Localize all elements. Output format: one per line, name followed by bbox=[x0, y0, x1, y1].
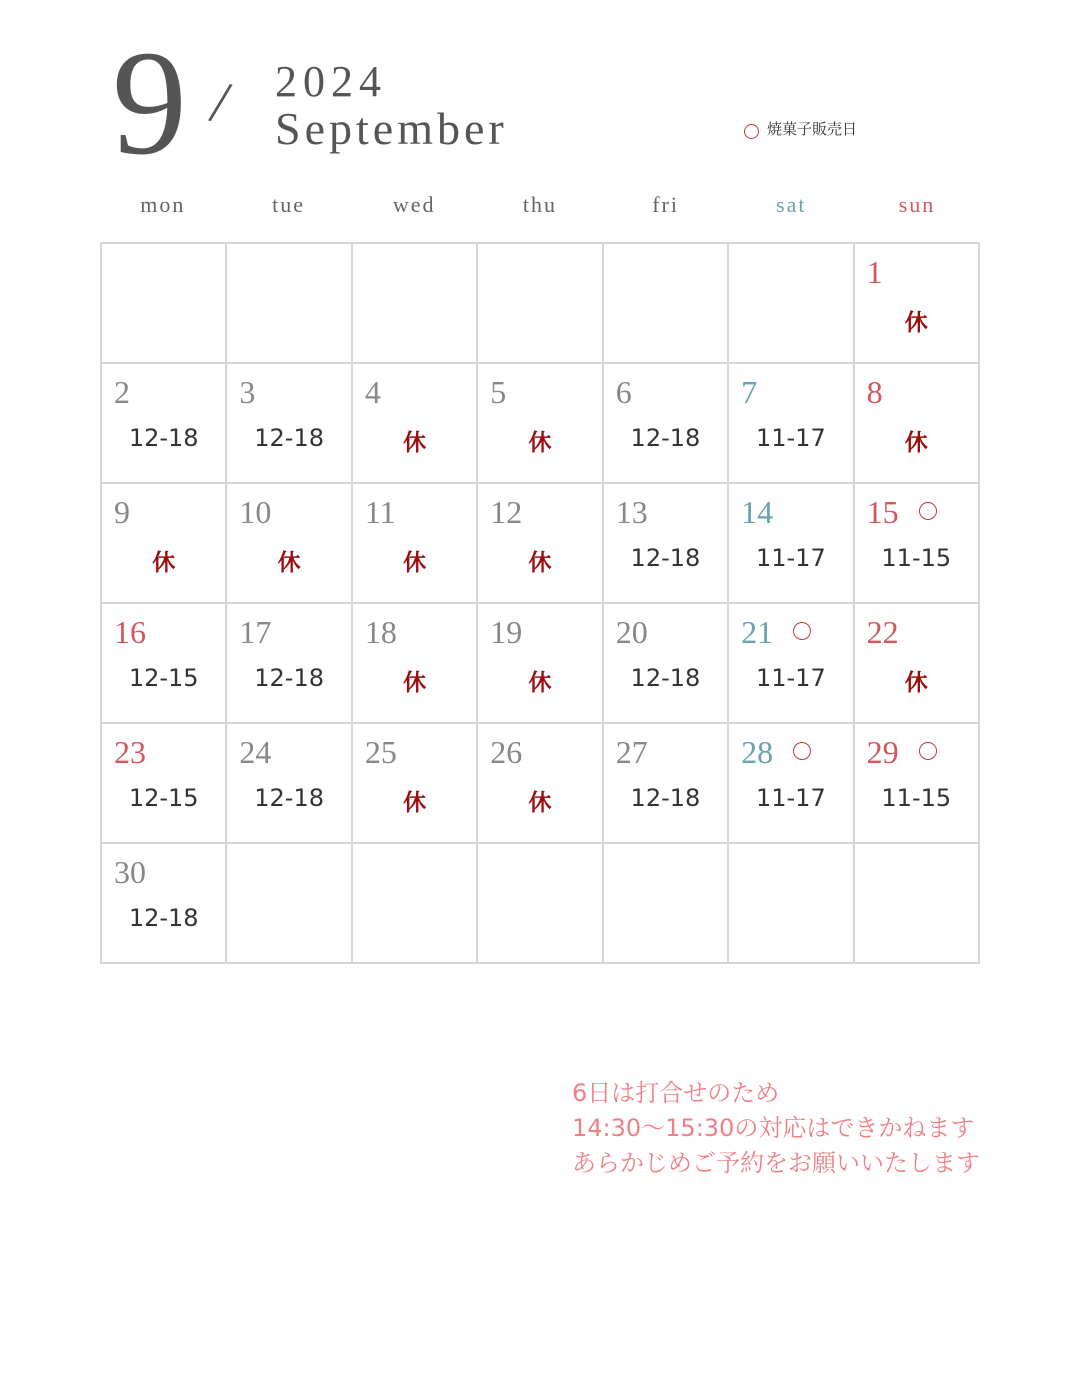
day-number: 5 bbox=[490, 374, 507, 410]
day-cell-29 bbox=[855, 724, 980, 844]
closed-label: 休 bbox=[528, 790, 552, 816]
legend-label: 焼菓子販売日 bbox=[767, 120, 858, 138]
day-cell-13 bbox=[604, 484, 729, 604]
day-cell-15 bbox=[855, 484, 980, 604]
day-number: 23 bbox=[114, 734, 146, 770]
weekday-tue: tue bbox=[272, 192, 305, 217]
open-hours: 11-15 bbox=[881, 784, 952, 812]
empty-cell bbox=[227, 244, 352, 364]
day-cell-26 bbox=[478, 724, 603, 844]
open-hours: 11-15 bbox=[881, 544, 952, 572]
open-hours: 12-15 bbox=[128, 784, 199, 812]
sale-circle-icon bbox=[744, 124, 759, 139]
day-cell-11 bbox=[353, 484, 478, 604]
weekday-sun: sun bbox=[898, 192, 936, 217]
day-cell-12 bbox=[478, 484, 603, 604]
closed-label: 休 bbox=[528, 430, 552, 456]
day-number: 26 bbox=[490, 734, 523, 770]
closed-label: 休 bbox=[403, 550, 427, 576]
day-number: 22 bbox=[866, 614, 899, 650]
weekday-wed: wed bbox=[392, 192, 436, 217]
open-hours: 12-18 bbox=[630, 544, 701, 572]
day-cell-21 bbox=[729, 604, 854, 724]
year-label: 2024 bbox=[275, 57, 387, 106]
day-cell-10 bbox=[227, 484, 352, 604]
day-number: 16 bbox=[114, 614, 146, 650]
empty-cell bbox=[478, 244, 603, 364]
day-number: 17 bbox=[239, 614, 272, 650]
day-cell-6 bbox=[604, 364, 729, 484]
month-number: 9 bbox=[112, 20, 187, 186]
day-number: 27 bbox=[615, 734, 648, 770]
day-number: 14 bbox=[741, 494, 774, 530]
day-cell-3 bbox=[227, 364, 352, 484]
open-hours: 12-18 bbox=[630, 664, 701, 692]
day-number: 11 bbox=[364, 494, 396, 530]
closed-label: 休 bbox=[904, 430, 928, 456]
empty-cell bbox=[478, 844, 603, 964]
day-number: 29 bbox=[866, 734, 899, 770]
closed-label: 休 bbox=[528, 670, 552, 696]
day-cell-20 bbox=[604, 604, 729, 724]
open-hours: 12-18 bbox=[254, 424, 324, 452]
weekday-thu: thu bbox=[522, 192, 557, 217]
day-cell-24 bbox=[227, 724, 352, 844]
closed-label: 休 bbox=[528, 550, 552, 576]
closed-label: 休 bbox=[403, 430, 427, 456]
closed-label: 休 bbox=[904, 310, 928, 336]
open-hours: 11-17 bbox=[755, 424, 826, 452]
day-cell-8 bbox=[855, 364, 980, 484]
empty-cell bbox=[855, 844, 980, 964]
open-hours: 12-18 bbox=[630, 424, 701, 452]
note-line: 14:30～15:30の対応はできかねます bbox=[572, 1114, 975, 1142]
day-cell-28 bbox=[729, 724, 854, 844]
day-number: 6 bbox=[615, 374, 632, 410]
calendar-grid bbox=[100, 242, 980, 964]
weekday-sat: sat bbox=[776, 192, 807, 217]
day-cell-22 bbox=[855, 604, 980, 724]
day-cell-17 bbox=[227, 604, 352, 724]
note-line: あらかじめご予約をお願いいたします bbox=[572, 1149, 980, 1177]
day-number: 7 bbox=[741, 374, 758, 410]
legend bbox=[744, 118, 857, 139]
open-hours: 11-17 bbox=[755, 664, 826, 692]
open-hours: 12-18 bbox=[254, 784, 324, 812]
sale-circle-icon bbox=[793, 622, 811, 640]
closed-label: 休 bbox=[403, 790, 427, 816]
day-cell-2 bbox=[102, 364, 227, 484]
day-number: 18 bbox=[364, 614, 397, 650]
day-cell-25 bbox=[353, 724, 478, 844]
sale-circle-icon bbox=[919, 742, 937, 760]
day-number: 8 bbox=[866, 374, 883, 410]
empty-cell bbox=[729, 844, 854, 964]
open-hours: 12-15 bbox=[128, 664, 199, 692]
day-number: 15 bbox=[866, 494, 899, 530]
day-number: 21 bbox=[741, 614, 774, 650]
weekday-mon: mon bbox=[140, 192, 186, 217]
day-cell-1 bbox=[855, 244, 980, 364]
day-number: 25 bbox=[364, 734, 397, 770]
open-hours: 12-18 bbox=[128, 424, 199, 452]
empty-cell bbox=[353, 244, 478, 364]
open-hours: 12-18 bbox=[128, 904, 199, 932]
note-line: 6日は打合せのため bbox=[572, 1079, 780, 1107]
day-number: 12 bbox=[490, 494, 523, 530]
day-number: 30 bbox=[114, 854, 146, 890]
day-number: 19 bbox=[490, 614, 523, 650]
sale-circle-icon bbox=[793, 742, 811, 760]
empty-cell bbox=[353, 844, 478, 964]
open-hours: 11-17 bbox=[755, 784, 826, 812]
day-number: 1 bbox=[866, 254, 883, 290]
empty-cell bbox=[604, 844, 729, 964]
day-cell-7 bbox=[729, 364, 854, 484]
weekday-header bbox=[100, 192, 980, 224]
empty-cell bbox=[102, 244, 227, 364]
closed-label: 休 bbox=[277, 550, 301, 576]
closed-label: 休 bbox=[904, 670, 928, 696]
day-cell-5 bbox=[478, 364, 603, 484]
day-number: 9 bbox=[114, 494, 130, 530]
day-number: 20 bbox=[615, 614, 648, 650]
open-hours: 11-17 bbox=[755, 544, 826, 572]
day-number: 3 bbox=[239, 374, 256, 410]
empty-cell bbox=[729, 244, 854, 364]
day-cell-19 bbox=[478, 604, 603, 724]
day-cell-9 bbox=[102, 484, 227, 604]
open-hours: 12-18 bbox=[254, 664, 324, 692]
open-hours: 12-18 bbox=[630, 784, 701, 812]
day-cell-18 bbox=[353, 604, 478, 724]
closed-label: 休 bbox=[152, 550, 176, 576]
title-slash: / bbox=[205, 67, 236, 137]
weekday-fri: fri bbox=[652, 192, 679, 217]
day-number: 4 bbox=[364, 374, 381, 410]
closed-label: 休 bbox=[403, 670, 427, 696]
day-cell-23 bbox=[102, 724, 227, 844]
empty-cell bbox=[604, 244, 729, 364]
notes bbox=[572, 1076, 980, 1181]
day-cell-27 bbox=[604, 724, 729, 844]
sale-circle-icon bbox=[919, 502, 937, 520]
day-number: 24 bbox=[239, 734, 272, 770]
day-number: 28 bbox=[741, 734, 774, 770]
day-cell-30 bbox=[102, 844, 227, 964]
day-number: 10 bbox=[239, 494, 272, 530]
empty-cell bbox=[227, 844, 352, 964]
day-number: 2 bbox=[114, 374, 130, 410]
day-cell-4 bbox=[353, 364, 478, 484]
day-number: 13 bbox=[615, 494, 648, 530]
month-name: September bbox=[275, 103, 508, 154]
day-cell-14 bbox=[729, 484, 854, 604]
day-cell-16 bbox=[102, 604, 227, 724]
